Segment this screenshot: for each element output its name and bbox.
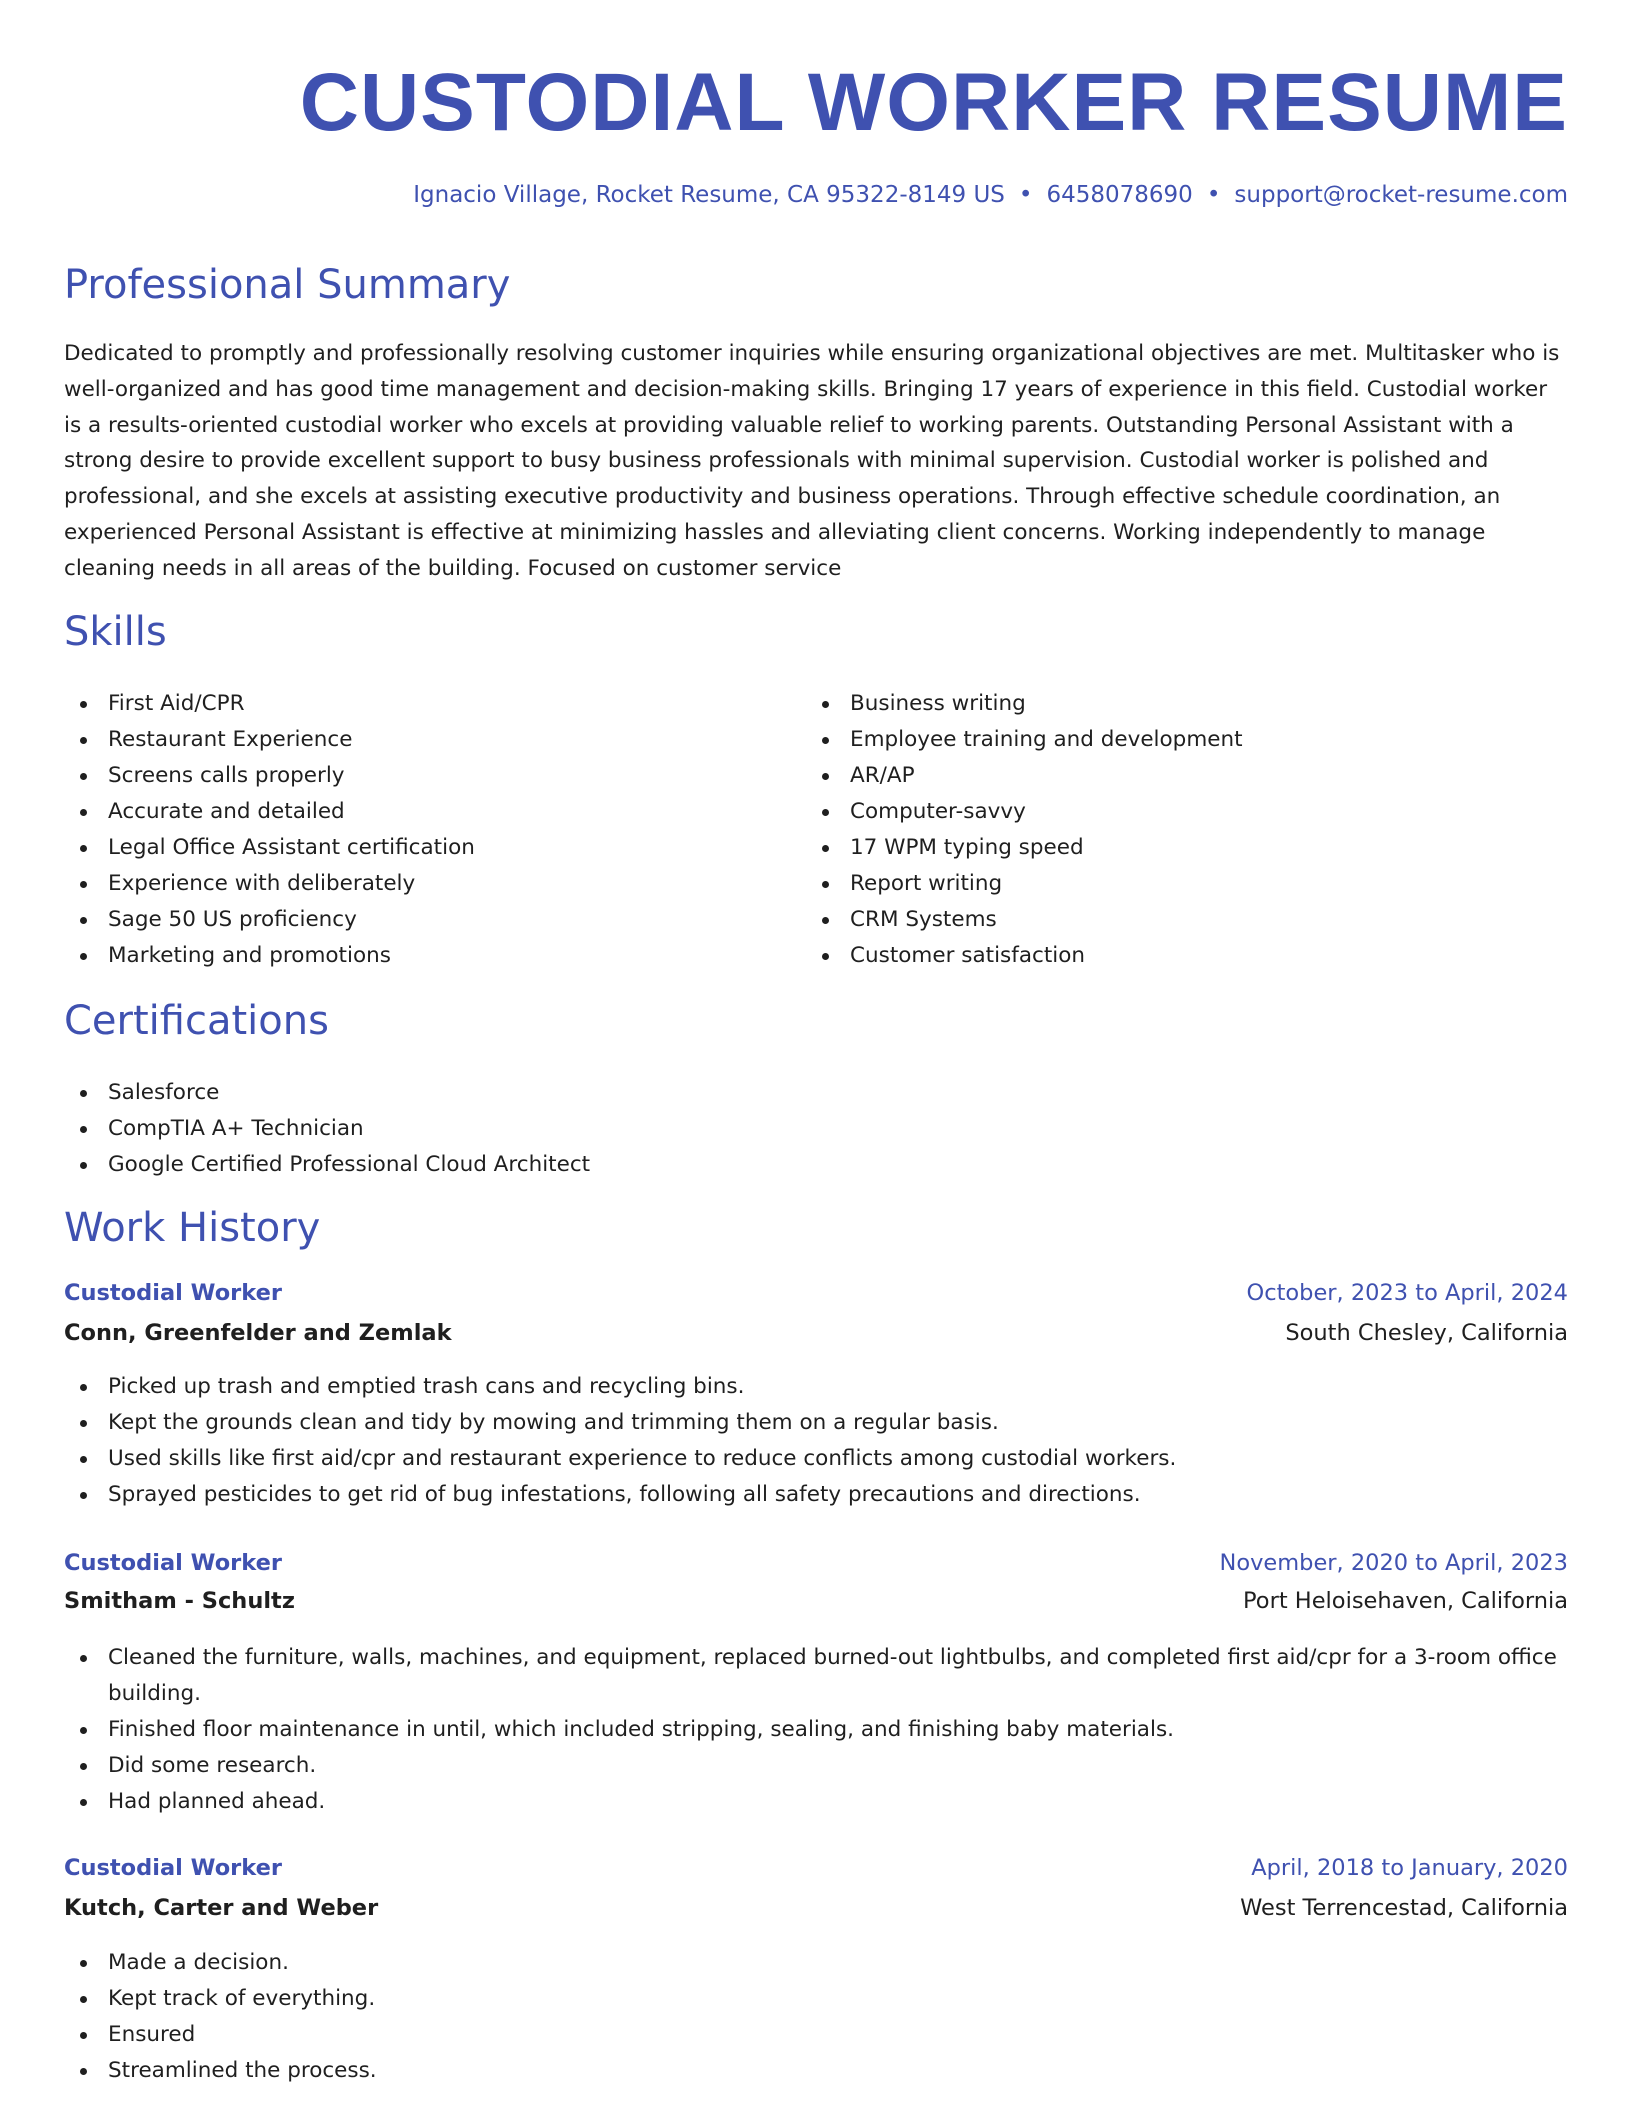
job-company: Conn, Greenfelder and Zemlak xyxy=(64,1320,452,1346)
job-title: Custodial Worker xyxy=(64,1855,282,1881)
summary-heading: Professional Summary xyxy=(64,262,511,308)
job-subheader xyxy=(64,1895,1568,1925)
job-bullets xyxy=(64,1369,1568,1513)
list-item: Made a decision. xyxy=(64,1945,1568,1981)
job-header xyxy=(64,1550,1568,1580)
job-subheader xyxy=(64,1588,1568,1618)
list-item: Google Certified Professional Cloud Architect xyxy=(64,1147,590,1183)
separator-dot: • xyxy=(1206,182,1221,208)
skills-heading: Skills xyxy=(64,609,167,655)
email: support@rocket-resume.com xyxy=(1234,182,1568,208)
list-item: Screens calls properly xyxy=(64,758,475,794)
phone: 6458078690 xyxy=(1046,182,1193,208)
list-item: First Aid/CPR xyxy=(64,686,475,722)
list-item: 17 WPM typing speed xyxy=(806,830,1243,866)
list-item: Kept the grounds clean and tidy by mowing and trimming them on a regular basis. xyxy=(64,1405,1568,1441)
list-item: Business writing xyxy=(806,686,1243,722)
list-item: Picked up trash and emptied trash cans and recycling bins. xyxy=(64,1369,1568,1405)
job-title: Custodial Worker xyxy=(64,1550,282,1576)
list-item: Cleaned the furniture, walls, machines, and equipment, replaced burned-out lightbulbs, and completed first aid/cpr for a 3-room office building. xyxy=(64,1640,1568,1712)
job-location: South Chesley, California xyxy=(1285,1320,1568,1346)
list-item: Ensured xyxy=(64,2017,1568,2053)
work-history-heading: Work History xyxy=(64,1205,321,1251)
list-item: Marketing and promotions xyxy=(64,938,475,974)
list-item: Accurate and detailed xyxy=(64,794,475,830)
job-dates: April, 2018 to January, 2020 xyxy=(1251,1855,1568,1881)
list-item: Streamlined the process. xyxy=(64,2053,1568,2089)
list-item: Customer satisfaction xyxy=(806,938,1243,974)
list-item: Computer-savvy xyxy=(806,794,1243,830)
list-item: Finished floor maintenance in until, which included stripping, sealing, and finishing baby materials. xyxy=(64,1712,1568,1748)
job-title: Custodial Worker xyxy=(64,1280,282,1306)
certifications-heading: Certifications xyxy=(64,998,329,1044)
list-item: Legal Office Assistant certification xyxy=(64,830,475,866)
list-item: Restaurant Experience xyxy=(64,722,475,758)
list-item: Sprayed pesticides to get rid of bug infestations, following all safety precautions and directions. xyxy=(64,1477,1568,1513)
list-item: CompTIA A+ Technician xyxy=(64,1111,590,1147)
job-bullets xyxy=(64,1640,1568,1820)
resume-title: CUSTODIAL WORKER RESUME xyxy=(299,57,1568,148)
separator-dot: • xyxy=(1018,182,1033,208)
job-dates: November, 2020 to April, 2023 xyxy=(1219,1550,1568,1576)
job-bullets xyxy=(64,1945,1568,2089)
list-item: Salesforce xyxy=(64,1075,590,1111)
list-item: AR/AP xyxy=(806,758,1243,794)
job-subheader xyxy=(64,1320,1568,1350)
job-dates: October, 2023 to April, 2024 xyxy=(1246,1280,1568,1306)
list-item: Report writing xyxy=(806,866,1243,902)
job-company: Kutch, Carter and Weber xyxy=(64,1895,379,1921)
list-item: Had planned ahead. xyxy=(64,1784,1568,1820)
job-header xyxy=(64,1855,1568,1885)
job-header xyxy=(64,1280,1568,1310)
job-company: Smitham - Schultz xyxy=(64,1588,295,1614)
skills-list-left xyxy=(64,686,475,974)
skills-list-right xyxy=(806,686,1243,974)
contact-line xyxy=(413,182,1568,208)
list-item: Sage 50 US proficiency xyxy=(64,902,475,938)
list-item: Kept track of everything. xyxy=(64,1981,1568,2017)
list-item: Experience with deliberately xyxy=(64,866,475,902)
list-item: Did some research. xyxy=(64,1748,1568,1784)
job-location: Port Heloisehaven, California xyxy=(1243,1588,1568,1614)
summary-text: Dedicated to promptly and professionally resolving customer inquiries while ensuring organizational objectives are met. Multitasker who is well-organized and has good time management and decision-making skills. Bringing 17 years of experience in this field. Custodial worker is a results-oriented custodial worker who excels at providing valuable relief to working parents. Outstanding Personal Assistant with a strong desire to provide excellent support to busy business professionals with minimal supervision. Custodial worker is polished and professional, and she excels at assisting executive productivity and business operations. Through effective schedule coordination, an experienced Personal Assistant is effective at minimizing hassles and alleviating client concerns. Working independently to manage cleaning needs in all areas of the building. Focused on customer service xyxy=(64,341,1560,581)
address: Ignacio Village, Rocket Resume, CA 95322-8149 US xyxy=(413,182,1005,208)
list-item: CRM Systems xyxy=(806,902,1243,938)
job-location: West Terrencestad, California xyxy=(1240,1895,1568,1921)
certifications-list xyxy=(64,1075,590,1183)
list-item: Used skills like first aid/cpr and restaurant experience to reduce conflicts among custodial workers. xyxy=(64,1441,1568,1477)
list-item: Employee training and development xyxy=(806,722,1243,758)
